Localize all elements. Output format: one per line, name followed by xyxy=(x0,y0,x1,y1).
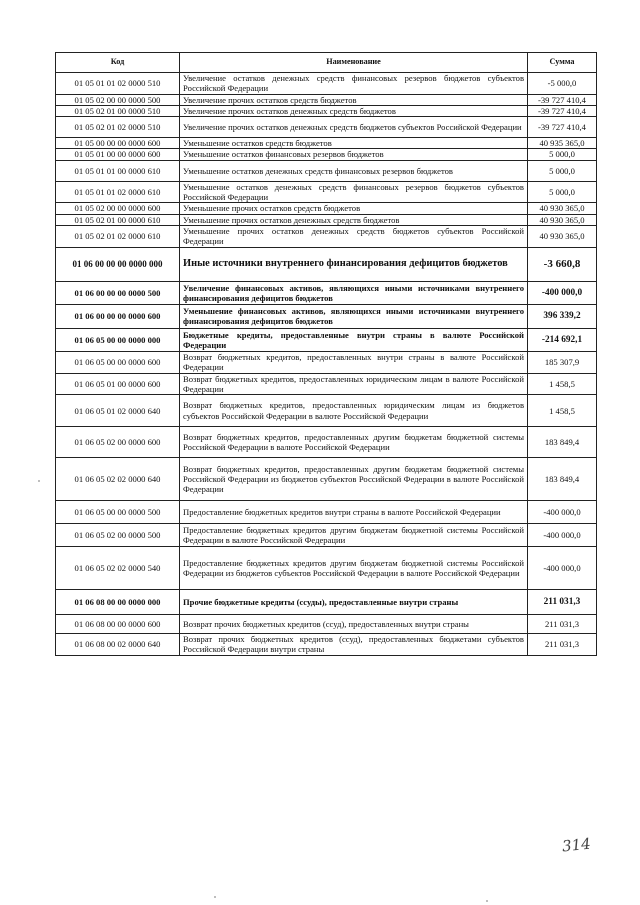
row-sum: 40 935 365,0 xyxy=(528,138,597,149)
table-row xyxy=(56,203,597,214)
table-row xyxy=(56,395,597,427)
row-sum: -400 000,0 xyxy=(528,524,597,547)
row-code: 01 05 02 01 00 0000 510 xyxy=(56,105,180,116)
row-name: Возврат прочих бюджетных кредитов (ссуд), предоставленных внутри страны xyxy=(180,615,528,634)
row-code: 01 05 02 01 02 0000 510 xyxy=(56,117,180,138)
sources-financing-table xyxy=(55,52,597,656)
row-code: 01 05 02 00 00 0000 600 xyxy=(56,203,180,214)
row-code: 01 06 05 02 02 0000 640 xyxy=(56,458,180,501)
table-row xyxy=(56,160,597,181)
table-row xyxy=(56,281,597,304)
table-row xyxy=(56,590,597,615)
table-row xyxy=(56,105,597,116)
table-row xyxy=(56,328,597,351)
row-code: 01 06 00 00 00 0000 000 xyxy=(56,247,180,281)
table-row xyxy=(56,524,597,547)
row-name: Уменьшение прочих остатков денежных средств бюджетов xyxy=(180,214,528,225)
row-sum: 5 000,0 xyxy=(528,149,597,160)
row-sum: -400 000,0 xyxy=(528,281,597,304)
table-row xyxy=(56,138,597,149)
row-code: 01 06 08 00 00 0000 000 xyxy=(56,590,180,615)
row-name: Возврат бюджетных кредитов, предоставленных внутри страны в валюте Российской Федерации xyxy=(180,351,528,373)
table-row xyxy=(56,117,597,138)
row-sum: 40 930 365,0 xyxy=(528,214,597,225)
row-name: Уменьшение остатков денежных средств финансовых резервов бюджетов xyxy=(180,160,528,181)
row-sum: 1 458,5 xyxy=(528,373,597,395)
row-name: Увеличение финансовых активов, являющихся иными источниками внутреннего финансирования дефицитов бюджетов xyxy=(180,281,528,304)
row-code: 01 05 02 01 00 0000 610 xyxy=(56,214,180,225)
table-row xyxy=(56,634,597,656)
table-header xyxy=(56,53,597,73)
table-row xyxy=(56,373,597,395)
row-name: Уменьшение остатков финансовых резервов бюджетов xyxy=(180,149,528,160)
row-code: 01 06 08 00 00 0000 600 xyxy=(56,615,180,634)
row-code: 01 05 01 00 00 0000 600 xyxy=(56,149,180,160)
header-name: Наименование xyxy=(180,53,528,73)
table-row xyxy=(56,458,597,501)
row-name: Уменьшение остатков денежных средств финансовых резервов бюджетов субъектов Российской Федерации xyxy=(180,181,528,203)
table-row xyxy=(56,247,597,281)
row-sum: -39 727 410,4 xyxy=(528,117,597,138)
row-code: 01 05 02 00 00 0000 500 xyxy=(56,94,180,105)
table-row xyxy=(56,351,597,373)
row-code: 01 05 01 01 02 0000 510 xyxy=(56,73,180,95)
row-code: 01 06 00 00 00 0000 500 xyxy=(56,281,180,304)
table-row xyxy=(56,181,597,203)
row-code: 01 06 05 02 02 0000 540 xyxy=(56,547,180,590)
row-sum: -400 000,0 xyxy=(528,501,597,524)
row-name: Предоставление бюджетных кредитов другим бюджетам бюджетной системы Российской Федерации из бюджетов субъектов Российской Федерации в валюте Российской Федерации xyxy=(180,547,528,590)
row-code: 01 06 05 02 00 0000 600 xyxy=(56,427,180,458)
row-sum: -400 000,0 xyxy=(528,547,597,590)
table-row xyxy=(56,501,597,524)
row-sum: 183 849,4 xyxy=(528,458,597,501)
row-sum: 211 031,3 xyxy=(528,590,597,615)
row-name: Возврат бюджетных кредитов, предоставленных юридическим лицам из бюджетов субъектов Российской Федерации в валюте Российской Федерации xyxy=(180,395,528,427)
row-name: Иные источники внутреннего финансирования дефицитов бюджетов xyxy=(180,247,528,281)
row-name: Возврат бюджетных кредитов, предоставленных другим бюджетам бюджетной системы Российской Федерации из бюджетов субъектов Российской Федерации в валюте Российской Федерации xyxy=(180,458,528,501)
table-row xyxy=(56,149,597,160)
row-name: Увеличение прочих остатков средств бюджетов xyxy=(180,94,528,105)
row-name: Предоставление бюджетных кредитов внутри страны в валюте Российской Федерации xyxy=(180,501,528,524)
row-code: 01 06 05 00 00 0000 000 xyxy=(56,328,180,351)
table-row xyxy=(56,214,597,225)
row-code: 01 05 01 01 02 0000 610 xyxy=(56,181,180,203)
row-sum: -39 727 410,4 xyxy=(528,94,597,105)
row-sum: 1 458,5 xyxy=(528,395,597,427)
row-name: Уменьшение прочих остатков средств бюджетов xyxy=(180,203,528,214)
header-code: Код xyxy=(56,53,180,73)
row-sum: 5 000,0 xyxy=(528,160,597,181)
row-name: Возврат бюджетных кредитов, предоставленных другим бюджетам бюджетной системы Российской Федерации в валюте Российской Федерации xyxy=(180,427,528,458)
table-row xyxy=(56,615,597,634)
table-row xyxy=(56,225,597,247)
row-code: 01 06 05 01 02 0000 640 xyxy=(56,395,180,427)
row-sum: 185 307,9 xyxy=(528,351,597,373)
row-code: 01 05 01 01 00 0000 610 xyxy=(56,160,180,181)
page-number: 314 xyxy=(561,834,592,856)
row-name: Увеличение прочих остатков денежных средств бюджетов субъектов Российской Федерации xyxy=(180,117,528,138)
row-sum: 183 849,4 xyxy=(528,427,597,458)
row-sum: 40 930 365,0 xyxy=(528,203,597,214)
row-name: Уменьшение остатков средств бюджетов xyxy=(180,138,528,149)
table-body xyxy=(56,73,597,656)
row-sum: 211 031,3 xyxy=(528,634,597,656)
row-name: Возврат бюджетных кредитов, предоставленных юридическим лицам в валюте Российской Федерации xyxy=(180,373,528,395)
row-sum: 5 000,0 xyxy=(528,181,597,203)
row-name: Увеличение прочих остатков денежных средств бюджетов xyxy=(180,105,528,116)
header-sum: Сумма xyxy=(528,53,597,73)
row-sum: 396 339,2 xyxy=(528,304,597,328)
row-name: Уменьшение прочих остатков денежных средств бюджетов субъектов Российской Федерации xyxy=(180,225,528,247)
scan-speck xyxy=(38,480,40,482)
table-row xyxy=(56,547,597,590)
row-name: Увеличение остатков денежных средств финансовых резервов бюджетов субъектов Российской Федерации xyxy=(180,73,528,95)
row-code: 01 06 05 00 00 0000 500 xyxy=(56,501,180,524)
table-row xyxy=(56,427,597,458)
row-code: 01 05 02 01 02 0000 610 xyxy=(56,225,180,247)
row-name: Уменьшение финансовых активов, являющихся иными источниками внутреннего финансирования дефицитов бюджетов xyxy=(180,304,528,328)
row-name: Предоставление бюджетных кредитов другим бюджетам бюджетной системы Российской Федерации в валюте Российской Федерации xyxy=(180,524,528,547)
row-sum: 211 031,3 xyxy=(528,615,597,634)
row-code: 01 06 00 00 00 0000 600 xyxy=(56,304,180,328)
row-sum: 40 930 365,0 xyxy=(528,225,597,247)
row-name: Прочие бюджетные кредиты (ссуды), предоставленные внутри страны xyxy=(180,590,528,615)
row-code: 01 06 08 00 02 0000 640 xyxy=(56,634,180,656)
row-sum: -214 692,1 xyxy=(528,328,597,351)
row-code: 01 06 05 02 00 0000 500 xyxy=(56,524,180,547)
row-code: 01 06 05 00 00 0000 600 xyxy=(56,351,180,373)
row-sum: -3 660,8 xyxy=(528,247,597,281)
table-row xyxy=(56,304,597,328)
row-name: Бюджетные кредиты, предоставленные внутри страны в валюте Российской Федерации xyxy=(180,328,528,351)
row-code: 01 05 00 00 00 0000 600 xyxy=(56,138,180,149)
table-row xyxy=(56,73,597,95)
table-row xyxy=(56,94,597,105)
row-code: 01 06 05 01 00 0000 600 xyxy=(56,373,180,395)
scan-speck xyxy=(214,896,216,898)
scan-speck xyxy=(486,900,488,902)
row-sum: -39 727 410,4 xyxy=(528,105,597,116)
row-name: Возврат прочих бюджетных кредитов (ссуд), предоставленных бюджетами субъектов Российской Федерации внутри страны xyxy=(180,634,528,656)
row-sum: -5 000,0 xyxy=(528,73,597,95)
